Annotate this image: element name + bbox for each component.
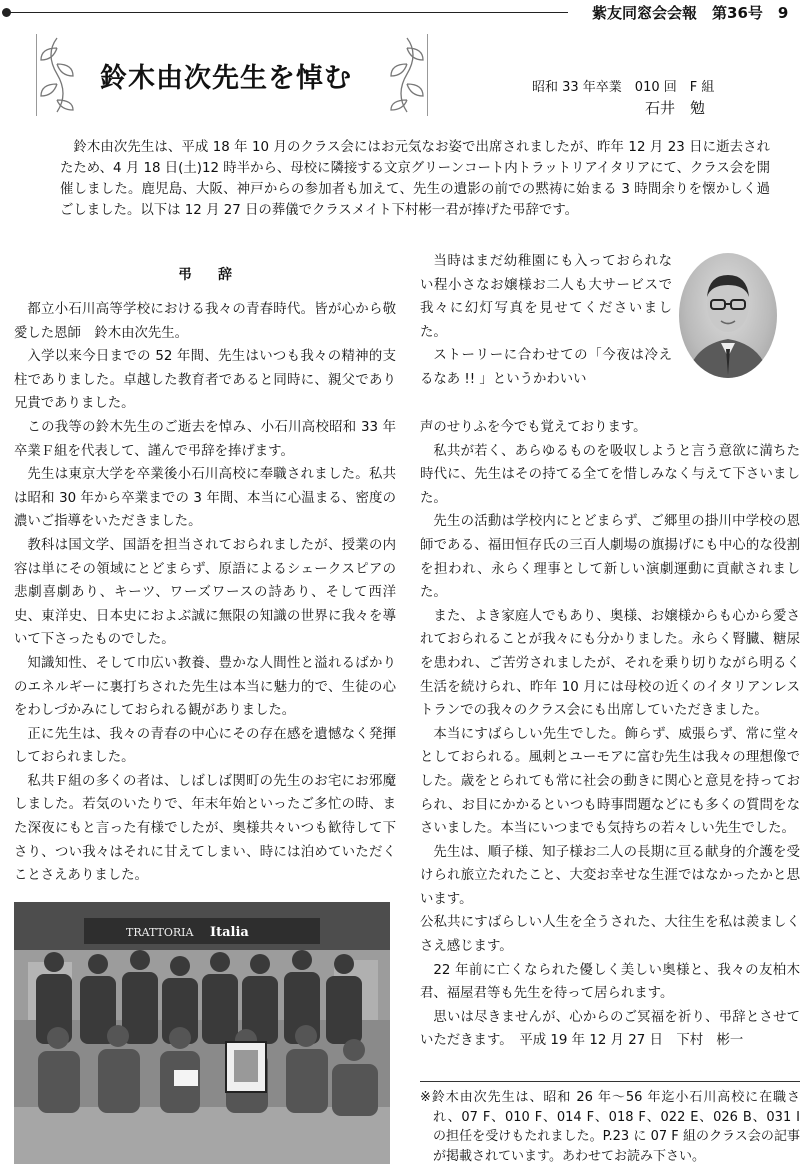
left-floral-ornament-icon: [35, 34, 79, 116]
eulogy-paragraph: 先生の活動は学校内にとどまらず、ご郷里の掛川中学校の恩師である、福田恒存氏の三百人劇場の旗揚げにも中心的な役割を担われ、永らく理事として新しい演劇運動に貢献されました。: [420, 514, 800, 601]
eulogy-paragraph: 先生は、順子様、知子様お二人の長期に亘る献身的介護を受けられ旅立たれたこと、大変お幸せな生涯ではなかったかと思います。: [420, 844, 800, 907]
eulogy-right-column: [420, 416, 800, 1053]
portrait-figure-icon: [679, 253, 777, 378]
eulogy-paragraph: 都立小石川高等学校における我々の青春時代。皆が心から敬愛した恩師 鈴木由次先生。: [14, 302, 396, 341]
footnote: ※鈴木由次先生は、昭和 26 年～56 年迄小石川高校に在職され、07 F、010 F、014 F、018 F、022 E、026 B、031 I の担任を受けもたれました。P.23 に 07 F 組のクラス会の記事が掲載されています。あわせてお読み下さい。: [420, 1090, 800, 1164]
eulogy-paragraph: 本当にすばらしい先生でした。飾らず、威張らず、常に堂々としておられる。風刺とユーモアに富む先生は我々の理想像でした。歳をとられても常に社会の動きに関心と意見を持っておられ、お目にかかるといつも時事問題などにも多くの質問をなさいました。本当にいつまでも気持ちの若々しい先生でした。: [420, 726, 800, 837]
eulogy-paragraph: 公私共にすばらしい人生を全うされた、大往生を私は羨ましくさえ感じます。: [420, 915, 800, 955]
right-floral-ornament-icon: [385, 34, 429, 116]
eulogy-paragraph: 正に先生は、我々の青春の中心にその存在感を遺憾なく発揮しておられました。: [14, 726, 396, 766]
eulogy-paragraph: 知識知性、そして巾広い教養、豊かな人間性と溢れるばかりのエネルギーに裏打ちされた先生は本当に魅力的で、生徒の心をわしづかみにしておられる観がありました。: [14, 655, 396, 719]
publication-header: 紫友同窓会会報 第36号 9: [592, 4, 789, 22]
class-reunion-photo: [14, 902, 390, 1164]
eulogy-paragraph: 当時はまだ幼稚園にも入っておられない程小さなお嬢様お二人も大サービスで我々に幻灯写真を見せてくださいました。: [420, 254, 672, 340]
eulogy-right-top-column: [420, 250, 672, 392]
article-title: 鈴木由次先生を悼む: [100, 63, 352, 94]
eulogy-paragraph: 私共が若く、あらゆるものを吸収しようと言う意欲に満ちた時代に、先生はその持てる全てを惜しみなく与えて下さいました。: [420, 443, 800, 506]
eulogy-heading: 弔 辞: [178, 267, 238, 283]
teacher-portrait: [679, 253, 777, 378]
group-photo-illustration: [14, 902, 390, 1164]
eulogy-paragraph: 私共Ｆ組の多くの者は、しばしば関町の先生のお宅にお邪魔しました。若気のいたりで、年末年始といったご多忙の時、また深夜にもと言った有様でしたが、奥様共々いつも歓待して下さり、つい我々はそれに甘えてしまい、時には泊めていただくことさえありました。: [14, 773, 396, 884]
eulogy-paragraph: また、よき家庭人でもあり、奥様、お嬢様からも心から愛されておられることが我々にも分かりました。永らく腎臓、糖尿を患われ、ご苦労されましたが、それを乗り切りながら明るく生活を続けられ、昨年 10 月には母校の近くのイタリアンレストランでの我々のクラス会にも出席していただきました。: [420, 608, 800, 719]
header-rule: [8, 12, 568, 13]
eulogy-paragraph: 入学以来今日までの 52 年間、先生はいつも我々の精神的支柱でありました。卓越した教育者であると同時に、親父であり兄貴でありました。: [14, 349, 396, 412]
eulogy-left-column: [14, 298, 396, 888]
eulogy-paragraph: 教科は国文学、国語を担当されておられましたが、授業の内容は単にその領域にとどまらず、原語によるシェークスピアの悲劇喜劇あり、キーツ、ワーズワースの詩あり、そして西洋史、東洋史、日本史におよぶ誠に無限の知識の世界に我々を導いて下さったものでした。: [14, 537, 396, 648]
author-name: 石井 勉: [645, 99, 706, 117]
intro-paragraph: 鈴木由次先生は、平成 18 年 10 月のクラス会にはお元気なお姿で出席されましたが、昨年 12 月 23 日に逝去されたため、4 月 18 日(土)12 時半から、母校に隣接する文京グリーンコート内トラットリアイタリアにて、クラス会を開催しました。鹿児島、大阪、神戸からの参加者も加えて、先生の遺影の前での黙祷に始まる 3 時間余りを懐かしく過ごしました。以下は 12 月 27 日の葬儀でクラスメイト下村彬一君が捧げた弔辞です。: [60, 140, 770, 219]
photo-sign-italia: Italia: [210, 925, 249, 940]
eulogy-paragraph: ストーリーに合わせての「今夜は冷えるなあ !! 」というかわいい: [420, 348, 672, 387]
eulogy-paragraph: 先生は東京大学を卒業後小石川高校に奉職されました。私共は昭和 30 年から卒業までの 3 年間、本当に心温まる、密度の濃いご指導をいただきました。: [14, 467, 396, 530]
footnote-rule: [420, 1081, 800, 1082]
eulogy-paragraph: 思いは尽きませんが、心からのご冥福を祈り、弔辞とさせていただきます。 平成 19 年 12 月 27 日 下村 彬一: [420, 1009, 800, 1049]
eulogy-paragraph-continuation: 声のせりふを今でも覚えております。: [420, 420, 647, 435]
eulogy-paragraph: この我等の鈴木先生のご逝去を悼み、小石川高校昭和 33 年卒業Ｆ組を代表して、謹んで弔辞を捧げます。: [14, 419, 396, 459]
author-class: 昭和 33 年卒業 010 回 F 組: [532, 80, 715, 95]
eulogy-paragraph: 22 年前に亡くなられた優しく美しい奥様と、我々の友柏木君、福屋君等も先生を待って居られます。: [420, 962, 800, 1002]
photo-sign-trattoria: TRATTORIA: [126, 926, 194, 939]
